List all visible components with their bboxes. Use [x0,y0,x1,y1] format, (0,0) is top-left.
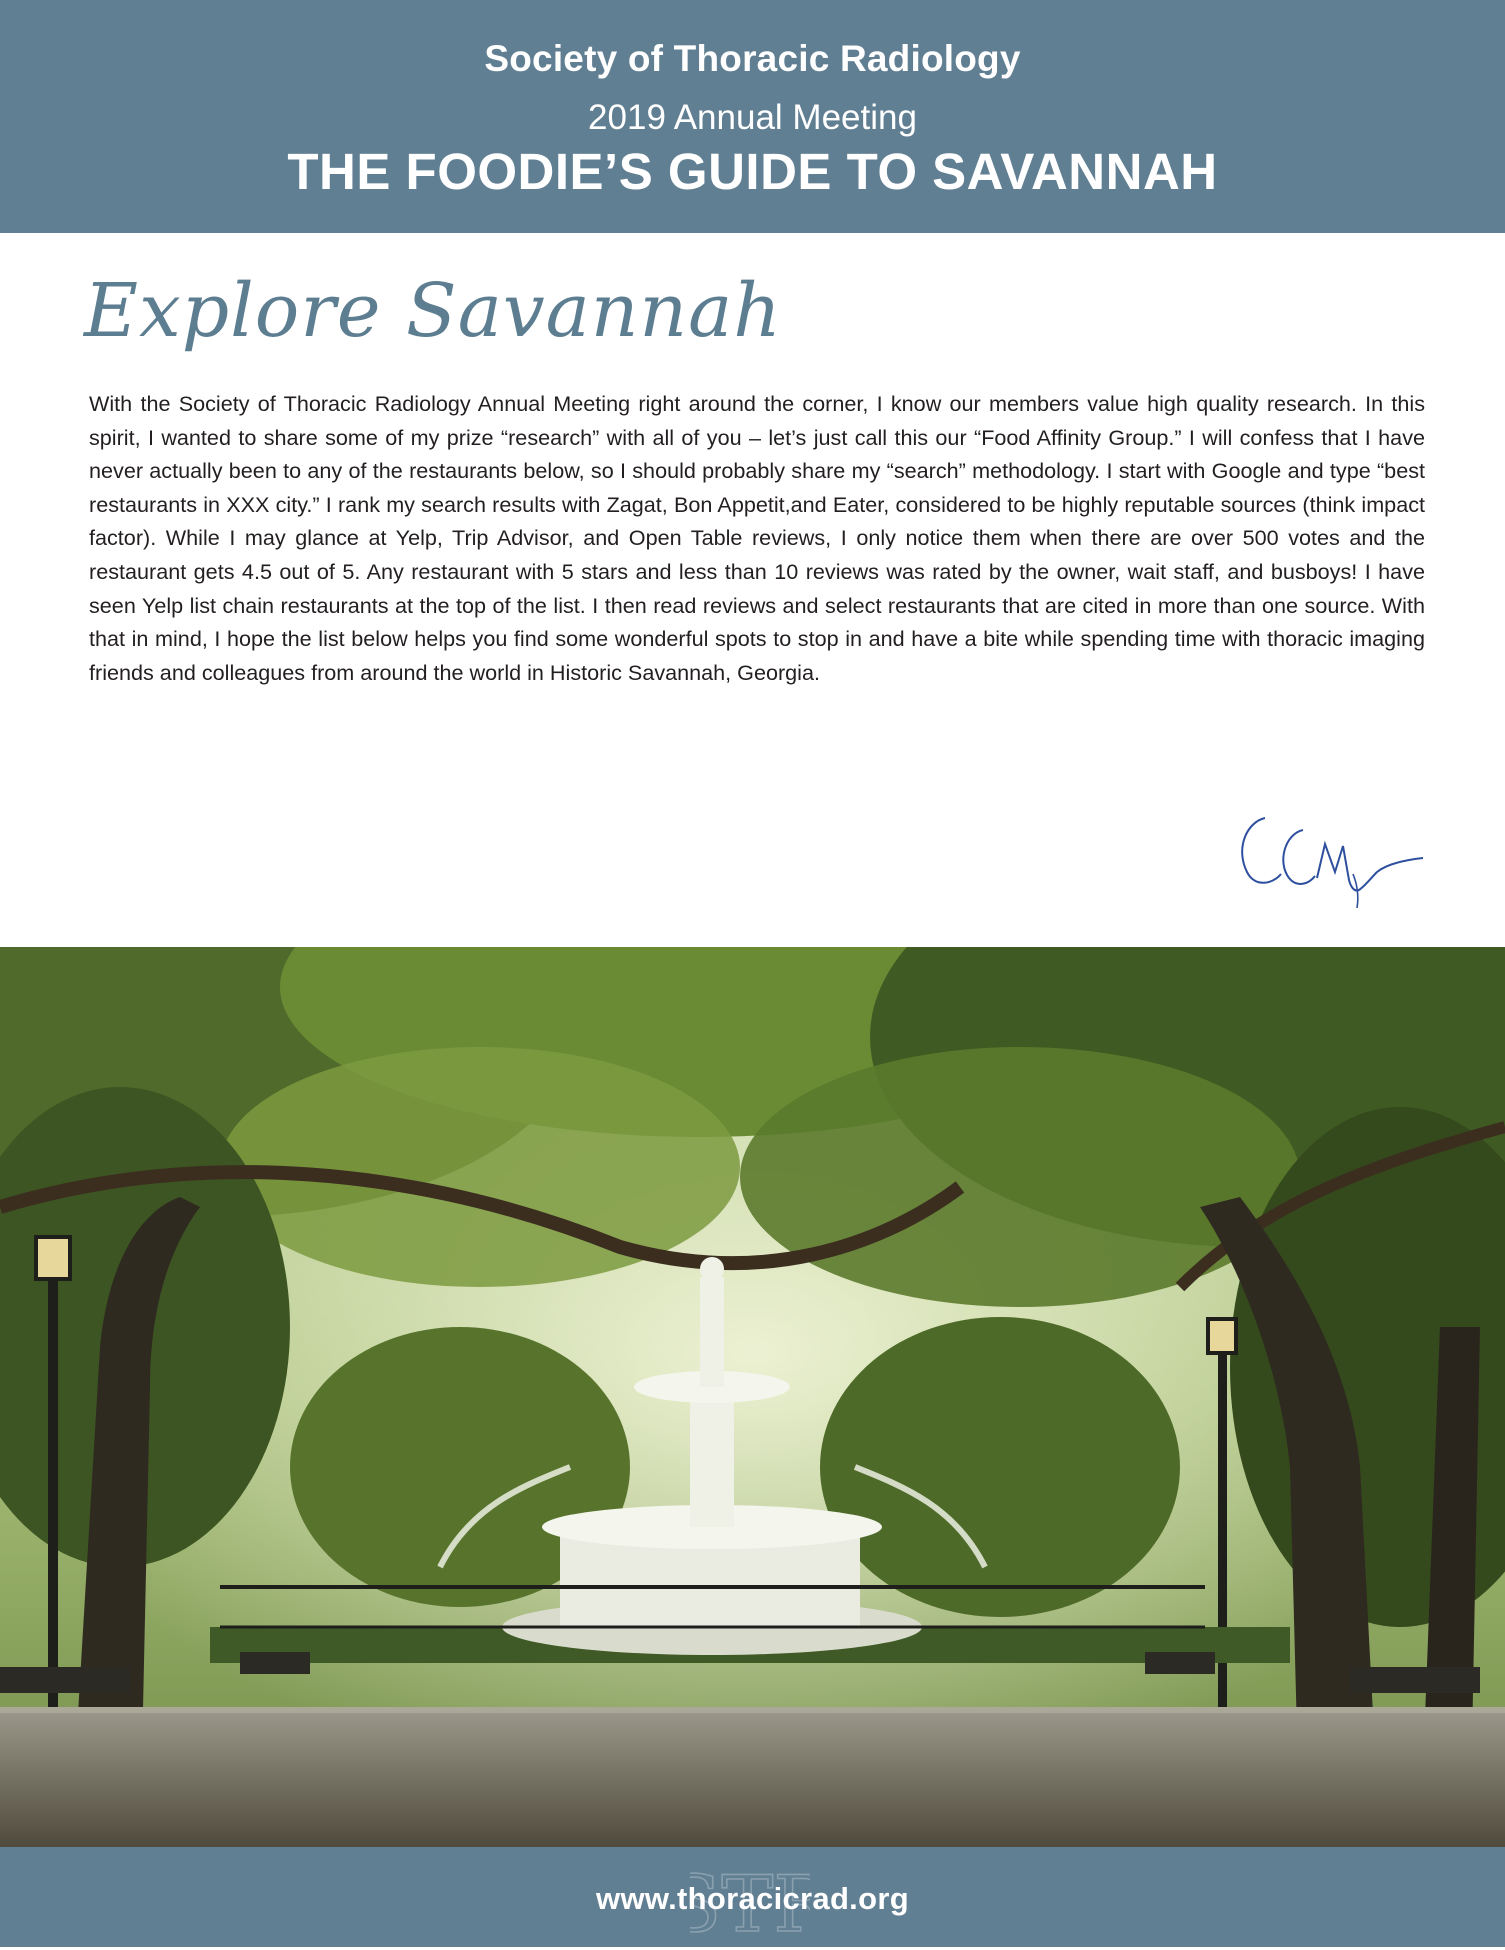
intro-paragraph: With the Society of Thoracic Radiology Annual Meeting right around the corner, I know our members value high quality research. In this spirit, I wanted to share some of my prize “research” with all of you – let’s just call this our “Food Affinity Group.” I will confess that I have never actually been to any of the restaurants below, so I should probably share my “search” methodology. I start with Google and type “best restaurants in XXX city.” I rank my search results with Zagat, Bon Appetit,and Eater, considered to be highly reputable sources (think impact factor). While I may glance at Yelp, Trip Advisor, and Open Table reviews, I only notice them when there are over 500 votes and the restaurant gets 4.5 out of 5. Any restaurant with 5 stars and less than 10 reviews was rated by the owner, wait staff, and busboys! I have seen Yelp list chain restaurants at the top of the list. I then read reviews and select restaurants that are cited in more than one source. With that in mind, I hope the list below helps you find some wonderful spots to stop in and have a bite while spending time with thoracic imaging friends and colleagues from around the world in Historic Savannah, Georgia. [89,391,1425,685]
footer-band [0,1847,1505,1947]
fountain-photo [0,947,1505,1847]
script-heading: Explore Savannah [84,268,782,354]
svg-text:STR: STR [690,1860,810,1945]
website-link[interactable]: www.thoracicrad.org [596,1881,909,1916]
meeting-name: 2019 Annual Meeting [588,98,917,137]
header-band [0,0,1505,233]
guide-title: THE FOODIE’S GUIDE TO SAVANNAH [287,143,1218,200]
signature [1225,800,1425,920]
society-name: Society of Thoracic Radiology [484,38,1021,79]
